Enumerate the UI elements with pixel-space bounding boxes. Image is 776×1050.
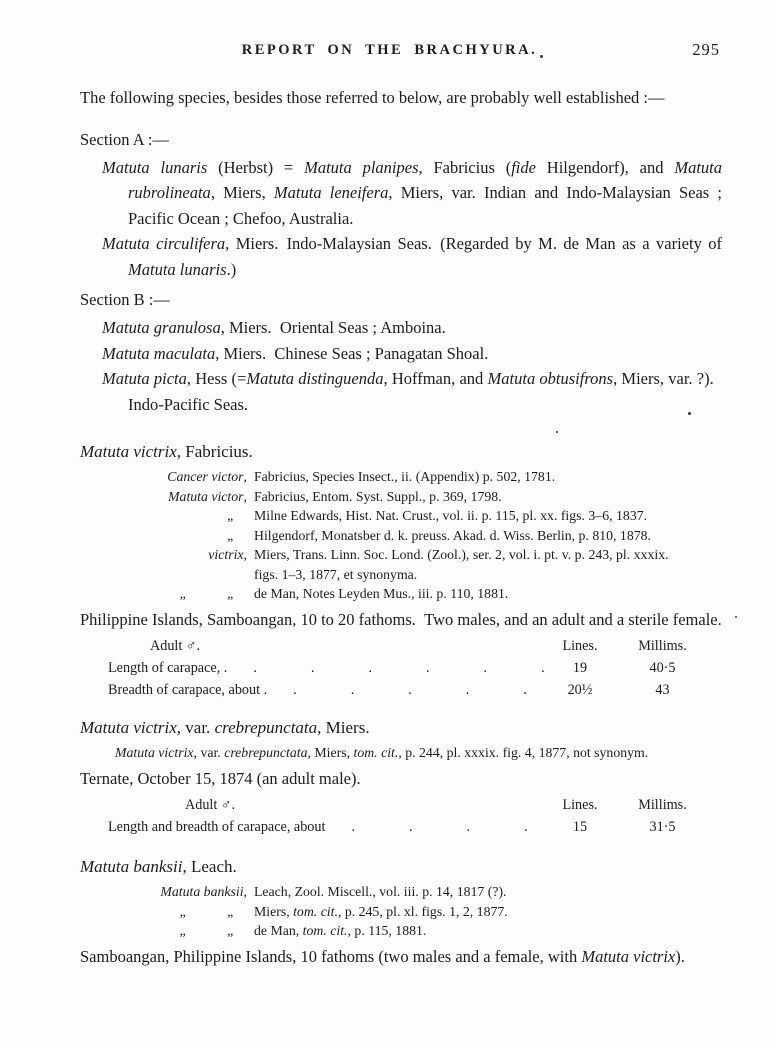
table-subject: Adult ♂. [185, 797, 236, 813]
citation-ditto-mark: „ [227, 527, 247, 543]
scan-speck [556, 431, 558, 433]
scan-speck [540, 55, 543, 58]
citation-row [57, 506, 722, 526]
citation-ditto-mark: „ „ [179, 923, 247, 938]
value-lines: 20½ [567, 682, 593, 698]
leader-dots [227, 657, 545, 679]
citation-ditto-mark: „ „ [179, 586, 247, 601]
citation-text: Hilgendorf, Monatsber d. k. preuss. Akad. d. Wiss. Berlin, p. 810, 1878. [254, 527, 651, 543]
page-header-title: REPORT ON THE BRACHYURA. [241, 42, 538, 58]
row-label: Length and breadth of carapace, about [108, 819, 326, 835]
species-list-item: Matuta lunaris (Herbst) = Matuta planipes, Fabricius (fide Hilgendorf), and Matuta rubrolineata, Miers, Matuta leneifera, Miers, var. Indian and Indo-Malaysian Seas ; Pacific Ocean ; Chefoo, Australia. [102, 157, 722, 228]
species-list-item: Matuta maculata, Miers. Chinese Seas ; Panagatan Shoal. [102, 343, 489, 363]
species-account-crebrepunctata [57, 715, 722, 838]
column-header-lines: Lines. [562, 797, 598, 813]
species-heading: Matuta victrix, Fabricius. [80, 442, 253, 461]
section-b-list [57, 315, 722, 417]
citation-name: Matuta banksii, [160, 884, 247, 899]
scan-speck [735, 616, 737, 618]
leader-dots [325, 816, 545, 838]
species-heading: Matuta victrix, var. crebrepunctata, Miers. [80, 718, 370, 737]
locality-paragraph: Philippine Islands, Samboangan, 10 to 20 fathoms. Two males, and an adult and a sterile female. [80, 609, 722, 629]
table-row [57, 657, 710, 679]
citation-row [57, 584, 722, 604]
citation-text: Miers, Trans. Linn. Soc. Lond. (Zool.), ser. 2, vol. i. pt. v. p. 243, pl. xxxix. figs. 1–3, 1877, et synonyma. [254, 547, 669, 582]
citation-row: Matuta victrix, var. crebrepunctata, Miers, tom. cit., p. 244, pl. xxxix. fig. 4, 1877, not synonym. [115, 745, 649, 760]
row-label: Length of carapace, . [108, 660, 228, 676]
citation-row [57, 921, 722, 941]
measurement-table [57, 794, 722, 838]
table-subject: Adult ♂. [150, 638, 201, 654]
species-heading: Matuta banksii, Leach. [80, 857, 237, 876]
scan-speck [688, 412, 691, 415]
measurement-table-header [57, 635, 710, 657]
section-b-heading: Section B :— [80, 290, 170, 309]
value-millims: 40·5 [649, 660, 676, 676]
locality-paragraph: Samboangan, Philippine Islands, 10 fathoms (two males and a female, with Matuta victrix). [80, 946, 685, 966]
citation-row [57, 882, 722, 902]
value-millims: 31·5 [649, 819, 676, 835]
column-header-millims: Millims. [638, 797, 687, 813]
synonymy-list [57, 882, 722, 941]
table-row [57, 816, 710, 838]
citation-name: Cancer victor, [167, 469, 247, 484]
column-header-lines: Lines. [562, 638, 598, 654]
citation-text: Milne Edwards, Hist. Nat. Crust., vol. ii. p. 115, pl. xx. figs. 3–6, 1837. [254, 508, 648, 523]
species-list-item: Matuta circulifera, Miers. Indo-Malaysian Seas. (Regarded by M. de Man as a variety of Matuta lunaris.) [102, 234, 722, 279]
table-row [57, 679, 710, 701]
column-header-millims: Millims. [638, 638, 687, 654]
measurement-table-header [57, 794, 710, 816]
species-list-item: Matuta granulosa, Miers. Oriental Seas ; Amboina. [102, 318, 446, 337]
citation-text: Leach, Zool. Miscell., vol. iii. p. 14, 1817 (?). [254, 884, 507, 899]
value-lines: 19 [572, 660, 588, 676]
citation-text: Fabricius, Species Insect., ii. (Appendix) p. 502, 1781. [254, 469, 556, 484]
species-account-victrix [57, 439, 722, 701]
citation-text: Fabricius, Entom. Syst. Suppl., p. 369, 1798. [254, 488, 502, 504]
citation-row [57, 902, 722, 922]
citation-ditto-mark: „ „ [179, 903, 247, 919]
synonymy-list [57, 467, 722, 604]
leader-dots [267, 679, 545, 701]
species-list-item: Matuta picta, Hess (=Matuta distinguenda, Hoffman, and Matuta obtusifrons, Miers, var. ?). Indo-Pacific Seas. [102, 369, 722, 414]
section-a-list [57, 155, 722, 283]
row-label: Breadth of carapace, about . [108, 682, 268, 698]
measurement-table [57, 635, 722, 701]
species-account-banksii [57, 854, 722, 969]
citation-row [57, 526, 722, 546]
intro-paragraph: The following species, besides those referred to below, are probably well established :— [80, 88, 665, 107]
value-lines: 15 [572, 819, 588, 835]
citation-name: victrix, [208, 547, 247, 562]
citation-name: Matuta victor, [168, 488, 247, 504]
citation-row [57, 545, 722, 584]
locality-paragraph: Ternate, October 15, 1874 (an adult male). [80, 768, 361, 788]
running-head [57, 42, 722, 60]
citation-row [57, 467, 722, 487]
value-millims: 43 [655, 682, 670, 698]
citation-row [57, 487, 722, 507]
citation-text: Miers, tom. cit., p. 245, pl. xl. figs. 1, 2, 1877. [254, 903, 508, 919]
section-a-heading: Section A :— [80, 129, 169, 149]
citation-ditto-mark: „ [227, 508, 247, 523]
page-number: 295 [692, 40, 720, 59]
citation-text: de Man, tom. cit., p. 115, 1881. [254, 923, 427, 938]
citation-text: de Man, Notes Leyden Mus., iii. p. 110, 1881. [254, 586, 509, 601]
